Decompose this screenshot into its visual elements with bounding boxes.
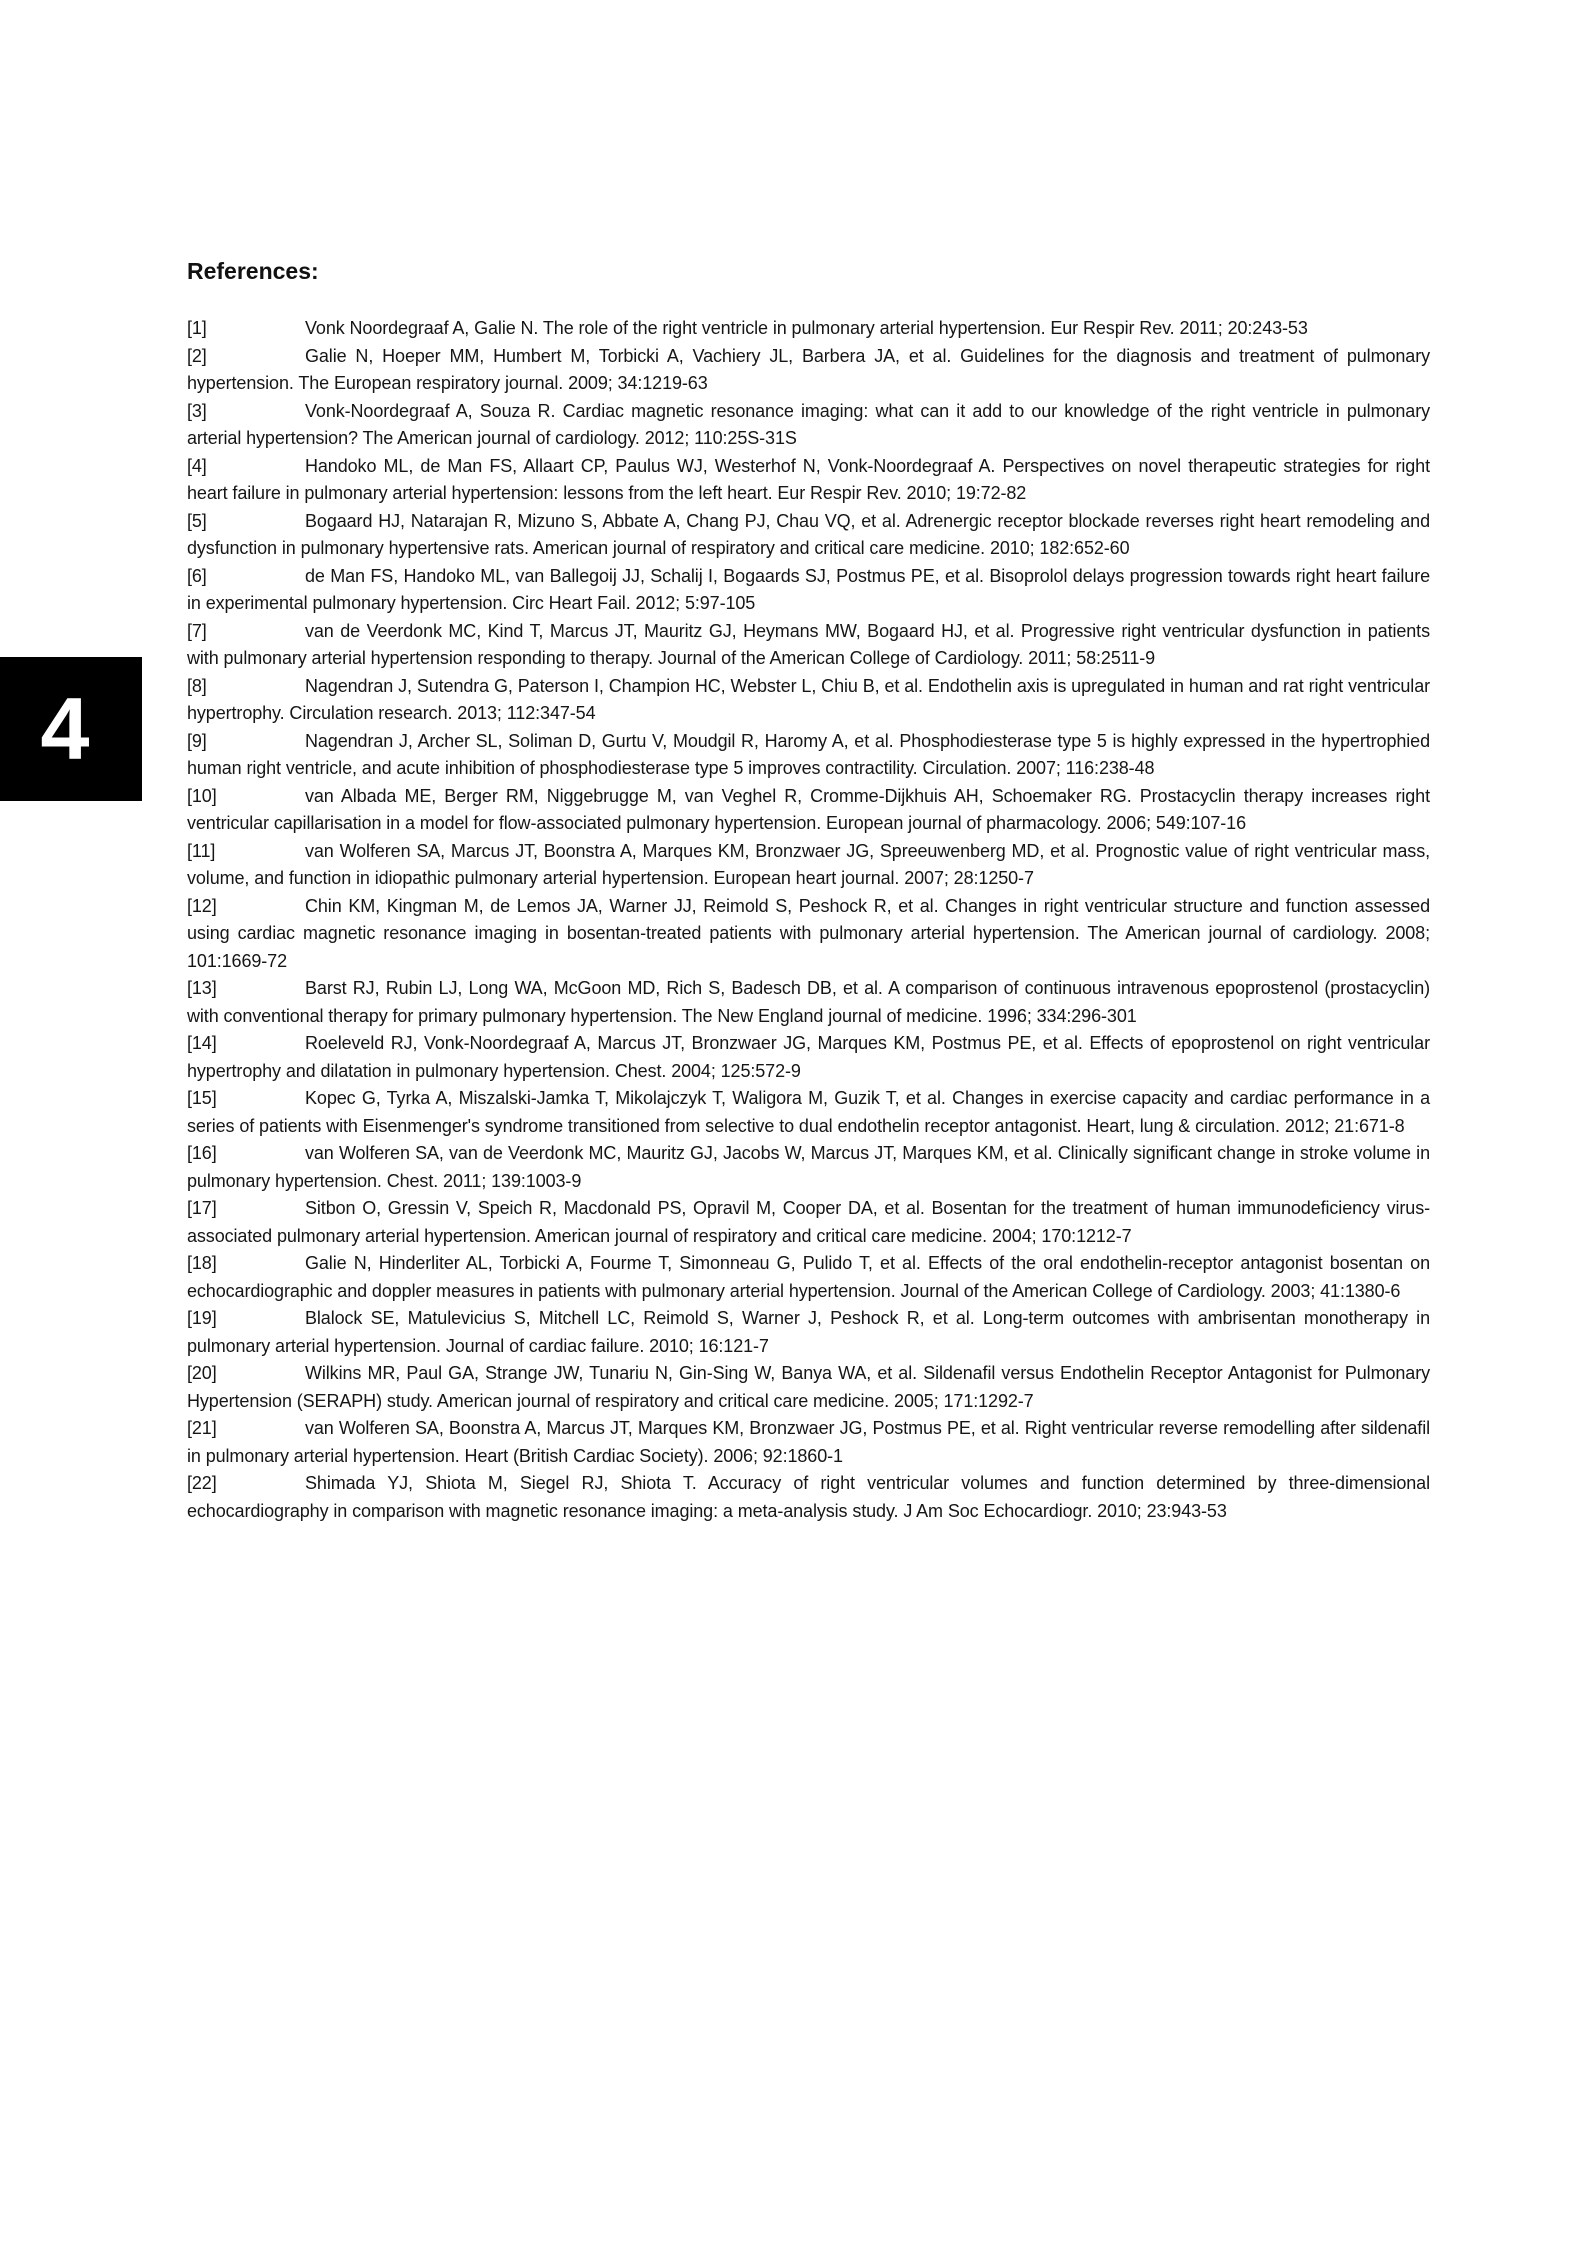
reference-text: Vonk-Noordegraaf A, Souza R. Cardiac magnetic resonance imaging: what can it add to our knowledge of the right ventricle in pulmonary arterial hypertension? The American journal of cardiology. 2012; 110:25S-31S [187,400,1430,448]
reference-item [187,1085,1430,1140]
reference-text: Kopec G, Tyrka A, Miszalski-Jamka T, Mikolajczyk T, Waligora M, Guzik T, et al. Changes in exercise capacity and cardiac performance in a series of patients with Eisenmenger's syndrome transitioned from selective to dual endothelin receptor antagonist. Heart, lung & circulation. 2012; 21:671-8 [187,1088,1430,1136]
reference-number: [3] [187,400,207,421]
reference-item [187,315,1430,343]
reference-number: [1] [187,318,207,338]
reference-item [187,1360,1430,1415]
reference-number: [8] [187,675,207,696]
reference-text: van Wolferen SA, Boonstra A, Marcus JT, Marques KM, Bronzwaer JG, Postmus PE, et al. Right ventricular reverse remodelling after sildenafil in pulmonary arterial hypertension. Heart (British Cardiac Society). 2006; 92:1860-1 [187,1418,1430,1466]
reference-text: Nagendran J, Sutendra G, Paterson I, Champion HC, Webster L, Chiu B, et al. Endothelin axis is upregulated in human and rat right ventricular hypertrophy. Circulation research. 2013; 112:347-54 [187,675,1430,723]
reference-text: van Albada ME, Berger RM, Niggebrugge M, van Veghel R, Cromme-Dijkhuis AH, Schoemaker RG. Prostacyclin therapy increases right ventricular capillarisation in a model for flow-associated pulmonary hypertension. European journal of pharmacology. 2006; 549:107-16 [187,785,1430,833]
reference-number: [16] [187,1143,217,1163]
reference-number: [12] [187,895,217,916]
reference-number: [7] [187,620,207,641]
reference-item [187,398,1430,453]
reference-text: van Wolferen SA, Marcus JT, Boonstra A, Marques KM, Bronzwaer JG, Spreeuwenberg MD, et al. Prognostic value of right ventricular mass, volume, and function in idiopathic pulmonary arterial hypertension. European heart journal. 2007; 28:1250-7 [187,840,1430,888]
reference-number: [9] [187,730,207,751]
reference-item [187,1470,1430,1525]
reference-text: van de Veerdonk MC, Kind T, Marcus JT, Mauritz GJ, Heymans MW, Bogaard HJ, et al. Progressive right ventricular dysfunction in patients with pulmonary arterial hypertension responding to therapy. Journal of the American College of Cardiology. 2011; 58:2511-9 [187,620,1430,668]
reference-text: van Wolferen SA, van de Veerdonk MC, Mauritz GJ, Jacobs W, Marcus JT, Marques KM, et al. Clinically significant change in stroke volume in pulmonary hypertension. Chest. 2011; 139:1003-9 [187,1143,1430,1191]
reference-number: [20] [187,1363,217,1383]
reference-number: [22] [187,1473,217,1493]
reference-item [187,975,1430,1030]
reference-item [187,563,1430,618]
reference-number: [21] [187,1418,217,1438]
reference-item [187,1030,1430,1085]
reference-item [187,508,1430,563]
reference-number: [18] [187,1253,217,1273]
reference-text: Shimada YJ, Shiota M, Siegel RJ, Shiota T. Accuracy of right ventricular volumes and function determined by three-dimensional echocardiography in comparison with magnetic resonance imaging: a meta-analysis study. J Am Soc Echocardiogr. 2010; 23:943-53 [187,1473,1430,1521]
reference-item [187,1415,1430,1470]
reference-item [187,1305,1430,1360]
reference-text: Blalock SE, Matulevicius S, Mitchell LC, Reimold S, Warner J, Peshock R, et al. Long-term outcomes with ambrisentan monotherapy in pulmonary arterial hypertension. Journal of cardiac failure. 2010; 16:121-7 [187,1308,1430,1356]
reference-text: Sitbon O, Gressin V, Speich R, Macdonald PS, Opravil M, Cooper DA, et al. Bosentan for the treatment of human immunodeficiency virus-associated pulmonary arterial hypertension. American journal of respiratory and critical care medicine. 2004; 170:1212-7 [187,1198,1430,1246]
reference-number: [13] [187,978,217,998]
reference-number: [6] [187,565,207,586]
reference-item [187,343,1430,398]
reference-text: Galie N, Hoeper MM, Humbert M, Torbicki A, Vachiery JL, Barbera JA, et al. Guidelines for the diagnosis and treatment of pulmonary hypertension. The European respiratory journal. 2009; 34:1219-63 [187,345,1430,393]
reference-number: [4] [187,455,207,476]
reference-number: [5] [187,510,207,531]
reference-item [187,893,1430,976]
reference-number: [2] [187,345,207,366]
reference-item [187,618,1430,673]
reference-number: [14] [187,1033,217,1053]
chapter-tab [0,657,142,801]
reference-text: Vonk Noordegraaf A, Galie N. The role of the right ventricle in pulmonary arterial hypertension. Eur Respir Rev. 2011; 20:243-53 [305,318,1308,338]
reference-text: Galie N, Hinderliter AL, Torbicki A, Fourme T, Simonneau G, Pulido T, et al. Effects of the oral endothelin-receptor antagonist bosentan on echocardiographic and doppler measures in patients with pulmonary arterial hypertension. Journal of the American College of Cardiology. 2003; 41:1380-6 [187,1253,1430,1301]
reference-text: Handoko ML, de Man FS, Allaart CP, Paulus WJ, Westerhof N, Vonk-Noordegraaf A. Perspectives on novel therapeutic strategies for right heart failure in pulmonary arterial hypertension: lessons from the left heart. Eur Respir Rev. 2010; 19:72-82 [187,455,1430,503]
reference-item [187,673,1430,728]
reference-number: [11] [187,840,216,861]
reference-text: Bogaard HJ, Natarajan R, Mizuno S, Abbate A, Chang PJ, Chau VQ, et al. Adrenergic receptor blockade reverses right heart remodeling and dysfunction in pulmonary hypertensive rats. American journal of respiratory and critical care medicine. 2010; 182:652-60 [187,510,1430,558]
reference-number: [17] [187,1198,217,1218]
reference-text: Roeleveld RJ, Vonk-Noordegraaf A, Marcus JT, Bronzwaer JG, Marques KM, Postmus PE, et al. Effects of epoprostenol on right ventricular hypertrophy and dilatation in pulmonary hypertension. Chest. 2004; 125:572-9 [187,1033,1430,1081]
reference-item [187,1195,1430,1250]
reference-item [187,1250,1430,1305]
reference-number: [19] [187,1308,217,1328]
reference-item [187,453,1430,508]
reference-text: Chin KM, Kingman M, de Lemos JA, Warner JJ, Reimold S, Peshock R, et al. Changes in right ventricular structure and function assessed using cardiac magnetic resonance imaging in bosentan-treated patients with pulmonary arterial hypertension. The American journal of cardiology. 2008; 101:1669-72 [187,895,1430,971]
reference-text: de Man FS, Handoko ML, van Ballegoij JJ, Schalij I, Bogaards SJ, Postmus PE, et al. Bisoprolol delays progression towards right heart failure in experimental pulmonary hypertension. Circ Heart Fail. 2012; 5:97-105 [187,565,1430,613]
section-heading: References: [187,258,319,284]
reference-item [187,838,1430,893]
reference-number: [10] [187,785,217,806]
reference-item [187,783,1430,838]
chapter-number: 4 [40,679,90,778]
reference-text: Nagendran J, Archer SL, Soliman D, Gurtu V, Moudgil R, Haromy A, et al. Phosphodiesterase type 5 is highly expressed in the hypertrophied human right ventricle, and acute inhibition of phosphodiesterase type 5 improves contractility. Circulation. 2007; 116:238-48 [187,730,1430,778]
reference-item [187,728,1430,783]
reference-text: Wilkins MR, Paul GA, Strange JW, Tunariu N, Gin-Sing W, Banya WA, et al. Sildenafil versus Endothelin Receptor Antagonist for Pulmonary Hypertension (SERAPH) study. American journal of respiratory and critical care medicine. 2005; 171:1292-7 [187,1363,1430,1411]
reference-item [187,1140,1430,1195]
reference-number: [15] [187,1088,217,1108]
references-section [187,258,1430,1525]
reference-text: Barst RJ, Rubin LJ, Long WA, McGoon MD, Rich S, Badesch DB, et al. A comparison of continuous intravenous epoprostenol (prostacyclin) with conventional therapy for primary pulmonary hypertension. The New England journal of medicine. 1996; 334:296-301 [187,978,1430,1026]
